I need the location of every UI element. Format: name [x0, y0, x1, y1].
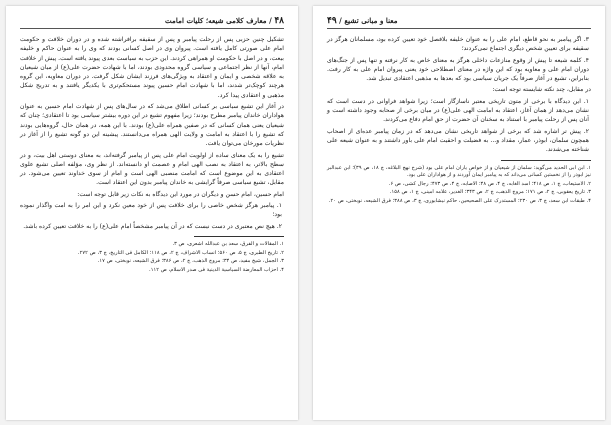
left-page-body [20, 35, 284, 231]
footnote: ۳. تاریخ یعقوبی، ج ۲، ص ۱۷۱؛ مروج الذهب، ج ۲، ص ۳۴۳؛ الغدیر، علامه امینی، ج ۱، ص ۱۵۸. [389, 189, 591, 196]
paragraph: در آغاز این تشیع سیاسی بر کسانی اطلاق می‌شد که در سال‌های پس از شهادت امام حسین به عنوان هواداران خاندان پیامبر مطرح بودند؛ زیرا مفهوم تشیع در این دوره بیشتر سیاسی بود تا اعتقادی؛ چنان که شیعیان یعنی همان کسانی که در صفین همراه علی(ع) بودند. با این همه، در همان حال، گروه‌هایی بودند که تشیع را با اعتقاد به امامت و ولایت الهی همراه می‌دانستند. پیشینه این دو گونه تشیع را از آغاز در نظریات مورخان می‌توان یافت. [20, 103, 284, 148]
left-page-title: معارف کلامی شیعه؛ کلیات امامت [165, 16, 267, 25]
paragraph: تشکیل چنین حزبی پس از رحلت پیامبر و پس از سقیفه برافراشته شده و در دوران خلافت و حکومت امام علی صورتی کامل یافته است. پیروان وی در اصل کسانی بودند که وی را به عنوان حاکم و خلیفه بیعت، و در اصل با حکومت او همراهی کردند. این حزب به سیاست بعدی پیوند یافته است. پیش از خلافت امام، آنها از نظر اجتماعی و سیاسی گروه محدودی بودند، اما با شهادت حضرت علی(ع) از میان شیعیان به علاقه شخصی و ایمان و اعتقاد به ویژگی‌های فرزند ایشان شکل گرفت. در دوران معاویه، این گروه هرچند کوچک‌تر شدند، اما با شهادت امام حسین پیوند مستحکم‌تری با یکدیگر یافتند و به تدریج شکل مذهبی و اعتقادی پیدا کرد. [20, 36, 284, 99]
footnote-separator [501, 160, 591, 161]
footnote: ۱. ابن ابی الحدید می‌گوید: سلمان از شیعیان و از خواص یاران امام علی بود (شرح نهج البلاغه، ج ۱۸، ص ۳۹)؛ ابن عبدالبر نیز ابوذر را از نخستین کسانی می‌داند که به پیامبر ایمان آوردند و از هواداران علی بود. [327, 164, 591, 179]
numbered-item: ۲. هیچ نص معتبری در دست نیست که در آن پیامبر مشخصاً امام علی(ع) را به خلافت تعیین کرده باشد. [23, 222, 282, 230]
numbered-item: ۳. اگر پیامبر به نحو قاطع، امام علی را به عنوان خلیفه بلافصل خود تعیین کرده بود، مسلمانان هرگز در سقیفه برای تعیین شخص دیگری اجتماع نمی‌کردند؛ [327, 36, 589, 53]
right-page-body [327, 35, 591, 155]
right-page [313, 6, 605, 420]
footnote: ۲. تاریخ الطبری، ج ۵، ص ۵۶۰؛ انساب الاشراف، ج ۲، ص ۱۱۸؛ الکامل فی التاریخ، ج ۳، ص ۲۷۲. [77, 249, 284, 256]
footnote: ۲. الاستیعاب، ج ۱، ص ۴۱۸؛ اسد الغابه، ج ۴، ص ۴۸؛ الاصابه، ج ۴، ص ۴۷۳؛ رجال کشی، ص ۶. [388, 180, 591, 187]
numbered-item: ۲. پیش تر اشاره شد که برخی از شواهد تاریخی نشان می‌دهد که در زمان پیامبر عده‌ای از اصحاب همچون سلمان، ابوذر، عمار، مقداد و... به فضیلت و احقیت امام علی باور داشتند و به عنوان شیعه علی شناخته می‌شدند. [327, 127, 589, 154]
numbered-item: ۱. این دیدگاه با برخی از متون تاریخی معتبر ناسازگار است؛ زیرا شواهد فراوانی در دست است که نشان می‌دهد از همان آغاز، اعتقاد به امامت الهی علی(ع) در میان برخی از صحابه وجود داشته است و آنان پس از رحلت پیامبر با استناد به سخنان آن حضرت از حق امام دفاع می‌کردند. [327, 97, 589, 124]
right-page-footnotes [327, 165, 591, 206]
footnote: ۱. المقالات و الفرق، سعد بن عبدالله اشعری، ص ۳. [172, 240, 284, 247]
right-page-running-title: معنا و مبانی تشیع / ۴۹ [327, 16, 398, 26]
right-page-title: معنا و مبانی تشیع [344, 16, 398, 25]
footnote: ۳. الجمل، شیخ مفید، ص ۳۴؛ مروج الذهب، ج ۲، ص ۳۸۶؛ فرق الشیعه، نوبختی، ص ۱۷. [97, 258, 284, 265]
paragraph: در مقابل، چند نکته شایسته توجه است: [492, 86, 591, 94]
left-page-running-title: ۴۸ / معارف کلامی شیعه؛ کلیات امامت [165, 16, 284, 26]
paragraph: امام حسین، امام حسن و دیگران در مورد این دیدگاه به نکات زیر قابل توجه است: [77, 190, 284, 198]
right-page-number: ۴۹ [327, 16, 337, 26]
paragraph: تشیع را به یک معنای ساده از اولویت امام علی پس از پیامبر گرفته‌اند، به معنای دوستی اهل بیت، و در سطح بالاتر، به اعتقاد به نصب الهی امام و عصمت او دانسته‌اند. از نظر وی، مؤلفه اصلی تشیع علوی اعتقادی به این موضوع است که امامت منصبی الهی است و امام از سوی خداوند تعیین می‌شود. در مقابل، تشیع سیاسی صرفاً گرایشی به خاندان پیامبر بدون این اعتقاد است. [20, 151, 284, 187]
left-page [6, 6, 298, 420]
left-page-number: ۴۸ [274, 16, 284, 26]
right-page-header [327, 16, 591, 29]
footnote: ۴. طبقات ابن سعد، ج ۳، ص ۲۳۰؛ المستدرک علی الصحیحین، حاکم نیشابوری، ج ۳، ص ۳۸۸؛ فرق الشیعه، نوبختی، ص ۲۰. [328, 197, 591, 204]
numbered-item: ۴. کلمه شیعه تا پیش از وقوع منازعات داخلی هرگز به معنای خاص به کار نرفته و تنها پس از جنگ‌های دوران امام علی و معاویه بود که این واژه در معنای اصطلاحی خود یعنی پیروان امام علی به کار رفت. بنابراین، تشیع در آغاز صرفاً یک جریان سیاسی بود که بعدها به مذهبی اعتقادی تبدیل شد. [327, 56, 589, 83]
footnote-separator [194, 236, 284, 237]
left-page-header [20, 16, 284, 29]
footnote: ۴. احزاب المعارضة السیاسیة الدینیة فی صدر الاسلام، ص ۱۱۲. [149, 266, 284, 273]
numbered-item: ۱. پیامبر هرگز شخص خاصی را برای خلافت پس از خود معین نکرد و این امر را به امت واگذار نموده بود؛ [20, 202, 282, 219]
left-page-footnotes [20, 241, 284, 274]
